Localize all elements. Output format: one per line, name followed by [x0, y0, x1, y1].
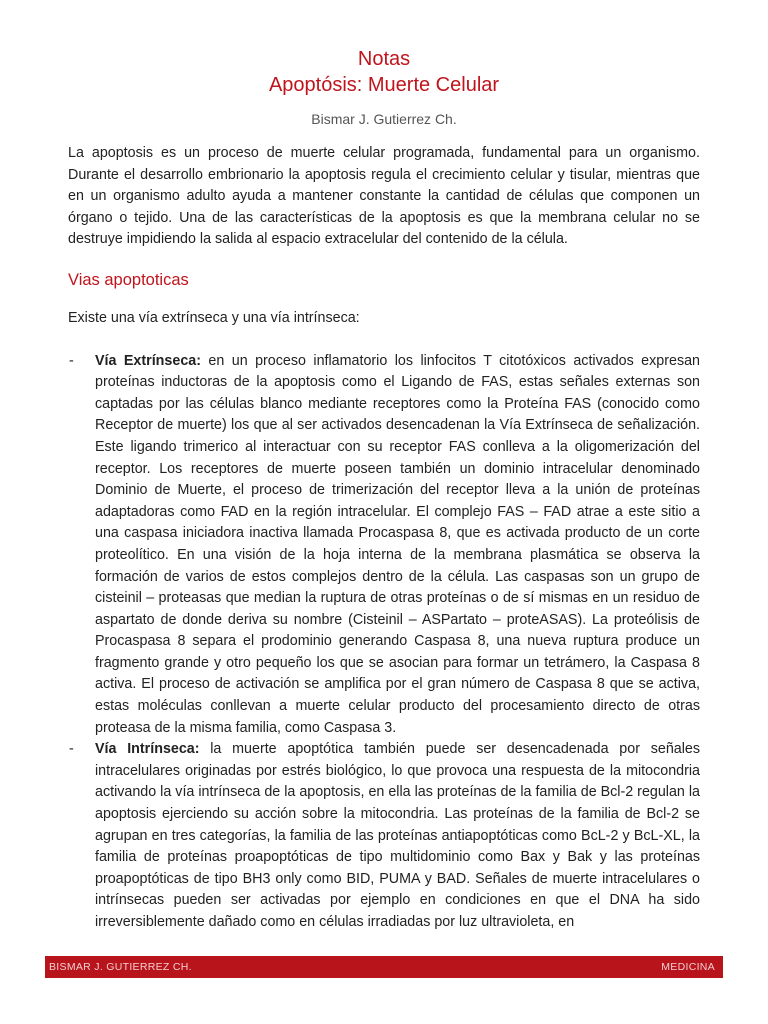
footer-subject: MEDICINA — [661, 961, 715, 973]
section-heading: Vias apoptoticas — [68, 270, 189, 289]
term-intrinsic: Vía Intrínseca: — [95, 741, 200, 758]
footer-author: BISMAR J. GUTIERREZ CH. — [49, 961, 192, 973]
document-header — [0, 46, 768, 128]
term-extrinsic: Vía Extrínseca: — [95, 352, 201, 369]
list-item-intrinsic — [68, 739, 700, 933]
list-item-extrinsic — [68, 351, 700, 740]
intro-paragraph: La apoptosis es un proceso de muerte celular programada, fundamental para un organismo. Durante el desarrollo embrionario la apoptosis regula el crecimiento celular y tisular, mientras que en un organismo adulto ayuda a mantener constante la cantidad de células que componen un órgano o tejido. Una de las características de la apoptosis es que la membrana celular no se destruye impidiendo la salida al espacio extracelular del contenido de la célula. — [68, 145, 700, 248]
lead-paragraph: Existe una vía extrínseca y una vía intrínseca: — [68, 309, 360, 326]
pathway-list — [68, 351, 700, 934]
author-name: Bismar J. Gutierrez Ch. — [311, 111, 457, 127]
document-body — [68, 143, 700, 934]
bullet-dash: - — [69, 741, 74, 758]
extrinsic-text: en un proceso inflamatorio los linfocitos T citotóxicos activados expresan proteínas inductoras de la apoptosis como el Ligando de FAS, estas señales externas son captadas por las células blanco mediante receptores como la Proteína FAS (conocido como Receptor de muerte) los que al ser activados desencadenan la Vía Extrínseca de señalización. Este ligando trimerico al interactuar con su receptor FAS conlleva a la oligomerización del receptor. Los receptores de muerte poseen también un dominio intracelular denominado Dominio de Muerte, el proceso de trimerización del receptor lleva a la unión de proteínas adaptadoras como FAD en la región intracelular. El complejo FAS – FAD atrae a este sitio a una caspasa iniciadora inactiva llamada Procaspasa 8, que es activada producto de un corte proteolítico. En una visión de la hoja interna de la membrana plasmática se observa la formación de varios de estos complejos dentro de la célula. Las caspasas son un grupo de cisteinil – proteasas que median la ruptura de otras proteínas o de sí mismas en un residuo de aspartato de donde deriva su nombre (Cisteinil – ASPartato – proteASAS). La proteólisis de Procaspasa 8 separa el prodominio generando Caspasa 8, una nueva ruptura produce un fragmento grande y otro pequeño los que se asocian para formar un tetrámero, la Caspasa 8 activa. El proceso de activación se amplifica por el gran número de Caspasa 8 que se activa, estas moléculas conllevan a muerte celular producto del procesamiento directo de otras proteasa de la misma familia, como Caspasa 3. — [95, 352, 700, 736]
document-subtitle: Apoptósis: Muerte Celular — [268, 74, 500, 96]
document-title: Notas — [357, 48, 411, 70]
intrinsic-text: la muerte apoptótica también puede ser desencadenada por señales intracelulares originadas por estrés biológico, lo que provoca una respuesta de la mitocondria activando la vía intrínseca de la apoptosis, en ella las proteínas de la familia de Bcl-2 regulan la apoptosis ejerciendo su acción sobre la mitocondria. Las proteínas de la familia de Bcl-2 se agrupan en tres categorías, la familia de las proteínas antiapoptóticas como BcL-2 y BcL-XL, la familia de proteínas proapoptóticas de tipo multidominio como Bax y Bak y las proteínas proapoptóticas de tipo BH3 only como BID, PUMA y BAD. Señales de muerte intracelulares o intrínsecas pueden ser activadas por ejemplo en condiciones en que el DNA ha sido irreversiblemente dañado como en células irradiadas por luz ultravioleta, en — [95, 741, 700, 930]
page-footer — [45, 956, 723, 978]
bullet-dash: - — [69, 352, 74, 369]
